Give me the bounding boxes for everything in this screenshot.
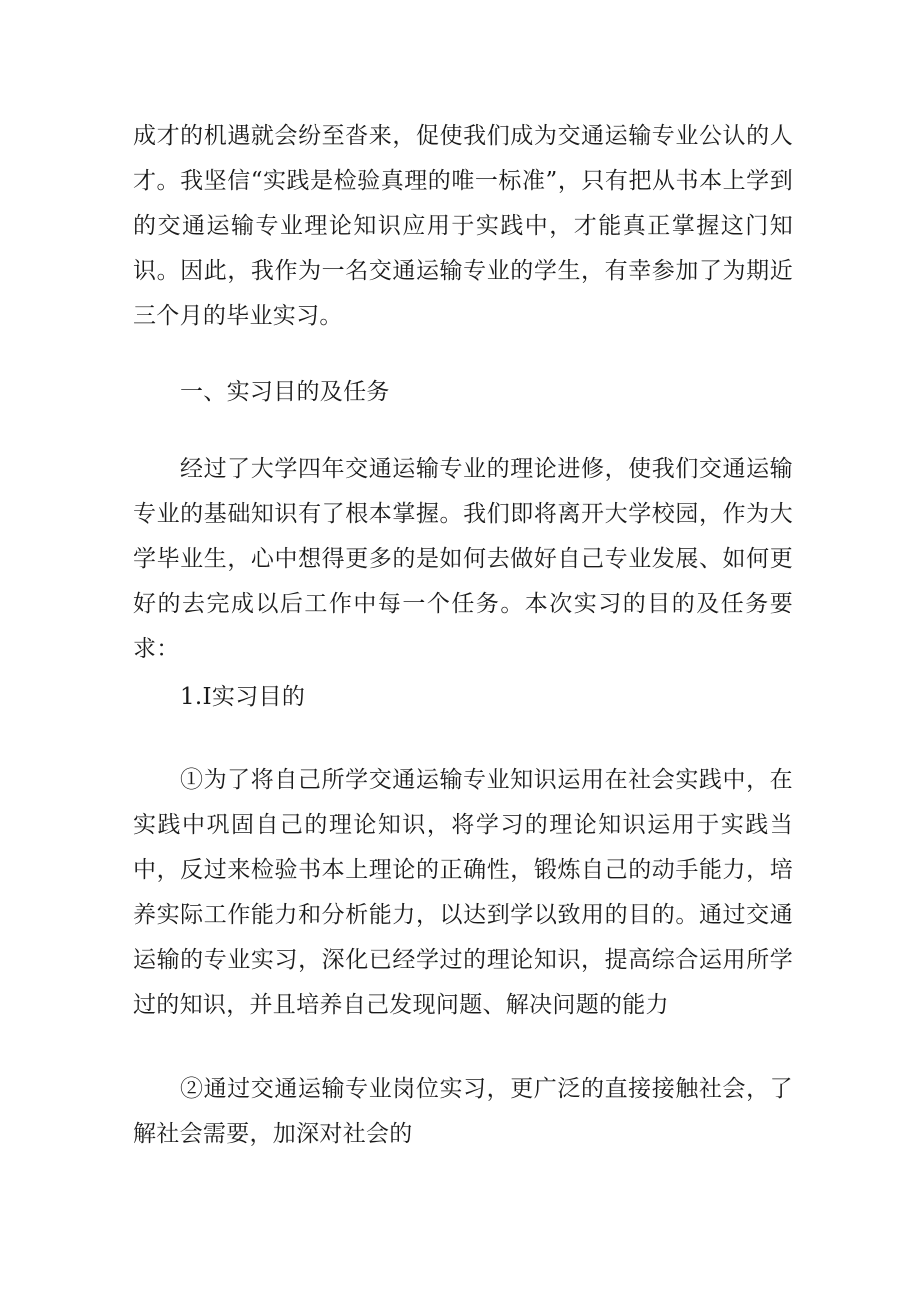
section-heading-objectives-and-tasks: 一、实习目的及任务 bbox=[180, 379, 390, 405]
paragraph-objectives-overview: 经过了大学四年交通运输专业的理论进修，使我们交通运输专业的基础知识有了根本掌握。我们即将离开大学校园，作为大学毕业生，心中想得更多的是如何去做好自己专业发展、如何更好的去完成以后工作中每一个任务。本次实习的目的及任务要求： bbox=[133, 456, 793, 662]
paragraph-intro: 成才的机遇就会纷至沓来，促使我们成为交通运输专业公认的人才。我坚信“实践是检验真理的唯一标准”，只有把从书本上学到的交通运输专业理论知识应用于实践中，才能真正掌握这门知识。因此，我作为一名交通运输专业的学生，有幸参加了为期近三个月的毕业实习。 bbox=[133, 123, 793, 329]
paragraph-purpose-item-2: ②通过交通运输专业岗位实习，更广泛的直接接触社会，了解社会需要，加深对社会的 bbox=[133, 1076, 793, 1147]
paragraph-purpose-item-1: ①为了将自己所学交通运输专业知识运用在社会实践中，在实践中巩固自己的理论知识，将学习的理论知识运用于实践当中，反过来检验书本上理论的正确性，锻炼自己的动手能力，培养实际工作能力和分析能力，以达到学以致用的目的。通过交通运输的专业实习，深化已经学过的理论知识，提高综合运用所学过的知识，并且培养自己发现问题、解决问题的能力 bbox=[133, 767, 793, 1018]
subsection-heading-internship-purpose: 1.I实习目的 bbox=[180, 684, 306, 710]
